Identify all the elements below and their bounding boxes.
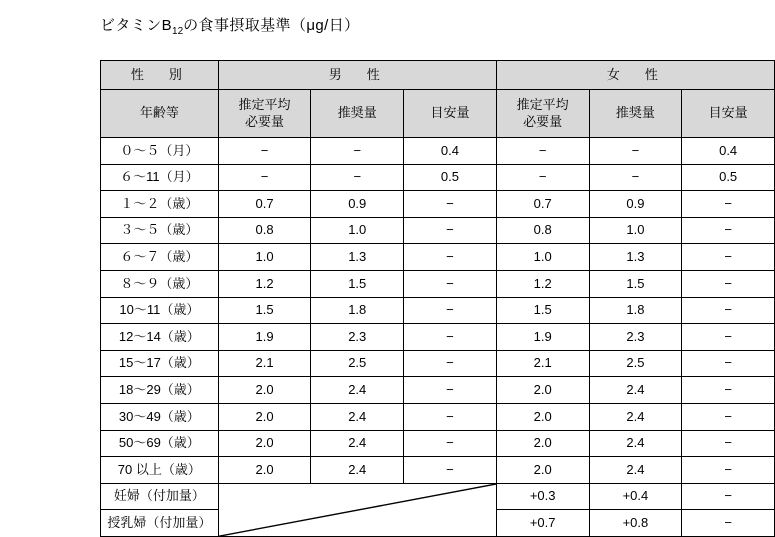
table-header [101,61,775,138]
cell-male-eer: 1.5 [218,297,311,324]
cell-male-eer: 2.1 [218,350,311,377]
header-female-rda: 推奨量 [589,90,682,138]
cell-female-eer: 1.2 [496,270,589,297]
cell-female-rda: 1.5 [589,270,682,297]
cell-female-eer: 2.0 [496,457,589,484]
table-row [101,457,775,484]
cell-age: 妊婦（付加量） [101,483,219,510]
cell-male-ai: − [404,377,497,404]
cell-female-eer: − [496,138,589,165]
cell-male-ai: − [404,297,497,324]
cell-female-rda: +0.8 [589,510,682,537]
header-row-columns [101,90,775,138]
table-row [101,430,775,457]
header-female-eer [496,90,589,138]
cell-female-eer: +0.7 [496,510,589,537]
cell-male-rda: 2.5 [311,350,404,377]
cell-age: 授乳婦（付加量） [101,510,219,537]
cell-female-rda: 1.0 [589,217,682,244]
header-sex-label: 性 別 [101,61,219,90]
cell-male-rda: 1.0 [311,217,404,244]
table-body [101,138,775,537]
table-row [101,164,775,191]
cell-female-ai: − [682,483,775,510]
cell-male-ai: − [404,324,497,351]
table-row [101,377,775,404]
cell-female-eer: 2.0 [496,377,589,404]
title-suffix: の食事摂取基準（μg/日） [183,17,360,34]
header-female-label: 女 性 [496,61,774,90]
nutrition-table [100,60,775,537]
cell-female-rda: 2.3 [589,324,682,351]
cell-female-rda: +0.4 [589,483,682,510]
cell-age: 50〜69（歳） [101,430,219,457]
cell-female-eer: 0.7 [496,191,589,218]
cell-female-eer: 2.0 [496,430,589,457]
cell-age: 70 以上（歳） [101,457,219,484]
cell-age: ６〜11（月） [101,164,219,191]
cell-male-eer: 0.7 [218,191,311,218]
table-row [101,350,775,377]
cell-male-eer: 0.8 [218,217,311,244]
cell-female-rda: 2.4 [589,377,682,404]
cell-female-ai: − [682,377,775,404]
table-row [101,191,775,218]
cell-age: ３〜５（歳） [101,217,219,244]
cell-male-ai: − [404,430,497,457]
cell-age: １〜２（歳） [101,191,219,218]
cell-female-rda: − [589,164,682,191]
cell-male-eer: − [218,164,311,191]
cell-female-eer: 1.5 [496,297,589,324]
cell-female-ai: − [682,297,775,324]
title-subscript: 12 [172,26,184,37]
cell-female-ai: − [682,457,775,484]
table-row [101,270,775,297]
cell-female-eer: 0.8 [496,217,589,244]
cell-female-ai: − [682,191,775,218]
cell-male-rda: − [311,138,404,165]
cell-age: ８〜９（歳） [101,270,219,297]
title-prefix: ビタミンB [100,17,173,34]
cell-male-rda: 1.8 [311,297,404,324]
cell-female-ai: − [682,324,775,351]
header-female-eer-line2: 必要量 [523,113,563,129]
cell-female-eer: 2.0 [496,403,589,430]
page-title [100,14,360,37]
cell-female-ai: − [682,510,775,537]
cell-male-ai: − [404,350,497,377]
cell-male-eer: − [218,138,311,165]
cell-male-rda: 2.3 [311,324,404,351]
cell-male-ai: − [404,457,497,484]
cell-age: 15〜17（歳） [101,350,219,377]
cell-male-rda: 0.9 [311,191,404,218]
cell-female-rda: 1.8 [589,297,682,324]
cell-female-rda: 2.4 [589,457,682,484]
cell-male-rda: 2.4 [311,457,404,484]
cell-female-rda: 2.5 [589,350,682,377]
cell-female-eer: +0.3 [496,483,589,510]
cell-female-ai: − [682,430,775,457]
cell-male-ai: − [404,403,497,430]
cell-male-ai: − [404,217,497,244]
cell-male-rda: 2.4 [311,403,404,430]
cell-male-rda: 2.4 [311,377,404,404]
cell-male-ai: − [404,270,497,297]
table-row [101,297,775,324]
table-row [101,217,775,244]
cell-age: 10〜11（歳） [101,297,219,324]
cell-male-rda: − [311,164,404,191]
table-row [101,403,775,430]
cell-age: ６〜７（歳） [101,244,219,271]
header-age-label: 年齢等 [101,90,219,138]
cell-female-rda: − [589,138,682,165]
header-row-sex [101,61,775,90]
cell-male-eer: 1.2 [218,270,311,297]
cell-female-rda: 2.4 [589,430,682,457]
cell-age: ０〜５（月） [101,138,219,165]
header-male-eer [218,90,311,138]
cell-female-rda: 2.4 [589,403,682,430]
header-female-eer-line1: 推定平均 [516,97,569,113]
cell-male-eer: 2.0 [218,403,311,430]
cell-female-ai: − [682,244,775,271]
diagonal-strike-icon [219,484,496,536]
cell-male-eer: 1.0 [218,244,311,271]
cell-female-eer: 2.1 [496,350,589,377]
cell-male-rda: 1.5 [311,270,404,297]
table-row [101,324,775,351]
cell-age: 30〜49（歳） [101,403,219,430]
cell-male-eer: 2.0 [218,457,311,484]
cell-female-ai: − [682,403,775,430]
header-male-eer-line1: 推定平均 [238,97,291,113]
cell-age: 12〜14（歳） [101,324,219,351]
cell-female-ai: 0.5 [682,164,775,191]
cell-female-rda: 1.3 [589,244,682,271]
cell-male-eer: 1.9 [218,324,311,351]
cell-male-eer: 2.0 [218,377,311,404]
header-male-ai: 目安量 [404,90,497,138]
cell-female-ai: − [682,270,775,297]
header-male-label: 男 性 [218,61,496,90]
nutrition-table-wrapper [100,60,775,537]
cell-female-ai: 0.4 [682,138,775,165]
cell-male-ai: 0.4 [404,138,497,165]
cell-female-rda: 0.9 [589,191,682,218]
cell-female-eer: 1.9 [496,324,589,351]
table-row [101,138,775,165]
header-female-ai: 目安量 [682,90,775,138]
header-male-eer-line2: 必要量 [245,113,285,129]
header-male-rda: 推奨量 [311,90,404,138]
cell-female-ai: − [682,217,775,244]
cell-age: 18〜29（歳） [101,377,219,404]
cell-female-eer: 1.0 [496,244,589,271]
table-row-pregnant [101,483,775,510]
table-row [101,244,775,271]
cell-male-rda: 2.4 [311,430,404,457]
cell-male-ai: − [404,244,497,271]
cell-male-ai: 0.5 [404,164,497,191]
cell-female-eer: − [496,164,589,191]
cell-male-eer: 2.0 [218,430,311,457]
cell-female-ai: − [682,350,775,377]
cell-male-rda: 1.3 [311,244,404,271]
cell-male-ai: − [404,191,497,218]
male-not-applicable-cell [218,483,496,536]
